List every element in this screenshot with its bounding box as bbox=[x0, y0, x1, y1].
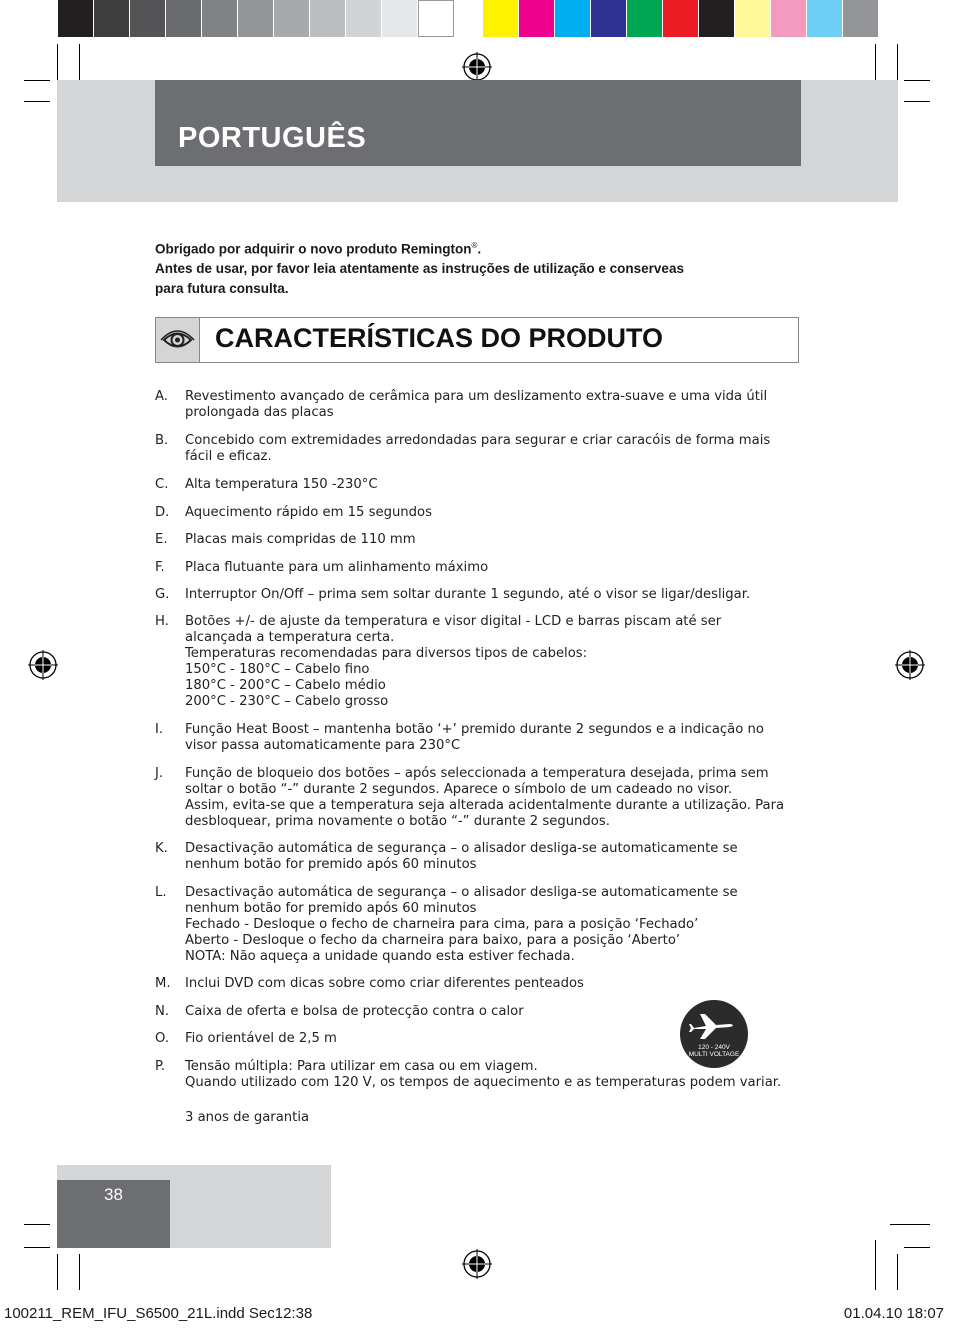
crop-mark bbox=[904, 1247, 930, 1248]
feature-letter: H. bbox=[155, 614, 169, 629]
registration-mark-icon bbox=[895, 650, 925, 680]
voltage-range: 120 - 240V bbox=[698, 1044, 730, 1051]
page-title: PORTUGUÊS bbox=[178, 122, 367, 154]
crop-mark bbox=[79, 1254, 80, 1290]
feature-item bbox=[155, 505, 800, 521]
feature-letter: C. bbox=[155, 477, 169, 492]
feature-text: Função Heat Boost – mantenha botão ‘+’ premido durante 2 segundos e a indicação no visor passa automaticamente para 230°C bbox=[185, 722, 764, 753]
feature-text: Função de bloqueio dos botões – após seleccionada a temperatura desejada, prima sem soltar o botão “-” durante 2 segundos. Aparece o símbolo de um cadeado no visor. Assim, evita-se que a temperatura seja alterada acidentalmente durante a utilização. Para desbloquear, prima novamente o botão “-” durante 2 segundos. bbox=[185, 766, 785, 829]
feature-letter: B. bbox=[155, 433, 169, 448]
gray-swatch bbox=[382, 0, 418, 37]
feature-text: Desactivação automática de segurança – o alisador desliga-se automaticamente se nenhum botão for premido após 60 minutos Fechado - Desloque o fecho de charneira para cima, para a posição ‘Fechado’ Aberto - Desloque o fecho da charneira para baixo, para a posição ‘Aberto’ NOTA: Não aqueça a unidade quando esta estiver fechada. bbox=[185, 885, 738, 964]
intro-text bbox=[155, 236, 795, 298]
feature-item bbox=[155, 841, 800, 873]
feature-item bbox=[155, 766, 800, 830]
feature-text: Tensão múltipla: Para utilizar em casa ou em viagem. Quando utilizado com 120 V, os tempos de aquecimento e as temperaturas podem variar. bbox=[185, 1059, 782, 1090]
process-swatch bbox=[483, 0, 519, 37]
process-swatch bbox=[519, 0, 555, 37]
section-title: CARACTERÍSTICAS DO PRODUTO bbox=[215, 323, 664, 353]
voltage-label: MULTI VOLTAGE bbox=[688, 1051, 740, 1058]
registered-mark: ® bbox=[471, 241, 478, 250]
file-slug: 100211_REM_IFU_S6500_21L.indd Sec12:38 bbox=[4, 1305, 313, 1322]
feature-text: Inclui DVD com dicas sobre como criar diferentes penteados bbox=[185, 976, 584, 991]
gray-swatch bbox=[94, 0, 130, 37]
crop-mark bbox=[875, 1240, 876, 1290]
process-swatch bbox=[843, 0, 879, 37]
feature-item bbox=[155, 389, 800, 421]
section-icon-box bbox=[155, 317, 200, 363]
intro-line-2: Antes de usar, por favor leia atentamente as instruções de utilização e conserveas para futura consulta. bbox=[155, 261, 684, 296]
feature-letter: P. bbox=[155, 1059, 166, 1074]
feature-item bbox=[155, 885, 800, 965]
crop-mark bbox=[79, 44, 80, 80]
feature-text: Interruptor On/Off – prima sem soltar durante 1 segundo, até o visor se ligar/desligar. bbox=[185, 587, 751, 602]
crop-mark bbox=[904, 101, 930, 102]
crop-mark bbox=[24, 101, 50, 102]
registration-mark-icon bbox=[462, 1249, 492, 1279]
date-slug: 01.04.10 18:07 bbox=[843, 1305, 944, 1322]
feature-item bbox=[155, 532, 800, 548]
crop-mark bbox=[875, 44, 876, 80]
feature-letter: K. bbox=[155, 841, 168, 856]
feature-text: Fio orientável de 2,5 m bbox=[185, 1031, 337, 1046]
eye-icon bbox=[156, 318, 199, 362]
gray-swatch bbox=[58, 0, 94, 37]
gray-swatch bbox=[238, 0, 274, 37]
feature-text: Revestimento avançado de cerâmica para um deslizamento extra-suave e uma vida útil prolongada das placas bbox=[185, 389, 768, 420]
feature-item bbox=[155, 477, 800, 493]
gray-swatch bbox=[310, 0, 346, 37]
feature-letter: N. bbox=[155, 1004, 170, 1019]
intro-line-1-end: . bbox=[477, 241, 482, 257]
feature-text: Alta temperatura 150 -230°C bbox=[185, 477, 378, 492]
process-swatch bbox=[771, 0, 807, 37]
feature-text: Caixa de oferta e bolsa de protecção contra o calor bbox=[185, 1004, 524, 1019]
crop-mark bbox=[24, 1247, 50, 1248]
feature-item bbox=[155, 560, 800, 576]
process-swatch bbox=[807, 0, 843, 37]
process-swatch bbox=[663, 0, 699, 37]
grayscale-swatches bbox=[58, 0, 454, 37]
airplane-icon bbox=[680, 1004, 748, 1048]
gray-swatch bbox=[346, 0, 382, 37]
process-swatch bbox=[627, 0, 663, 37]
feature-item bbox=[155, 614, 800, 710]
feature-letter: G. bbox=[155, 587, 170, 602]
feature-text: Concebido com extremidades arredondadas para segurar e criar caracóis de forma mais fácil e eficaz. bbox=[185, 433, 771, 464]
crop-mark bbox=[57, 44, 58, 80]
process-color-swatches bbox=[483, 0, 879, 37]
gray-swatch bbox=[130, 0, 166, 37]
gray-swatch bbox=[202, 0, 238, 37]
crop-mark bbox=[890, 1224, 930, 1225]
intro-line-1: Obrigado por adquirir o novo produto Remington bbox=[155, 241, 472, 257]
multi-voltage-badge bbox=[680, 1000, 748, 1068]
feature-text: Desactivação automática de segurança – o alisador desliga-se automaticamente se nenhum botão for premido após 60 minutos bbox=[185, 841, 738, 872]
gray-swatch bbox=[418, 0, 454, 37]
feature-letter: E. bbox=[155, 532, 168, 547]
feature-text: Placas mais compridas de 110 mm bbox=[185, 532, 416, 547]
crop-mark bbox=[24, 80, 50, 81]
feature-item bbox=[155, 722, 800, 754]
process-swatch bbox=[735, 0, 771, 37]
process-swatch bbox=[699, 0, 735, 37]
page-number: 38 bbox=[104, 1185, 123, 1204]
feature-letter: J. bbox=[155, 766, 164, 781]
feature-text: Botões +/- de ajuste da temperatura e visor digital - LCD e barras piscam até ser alcançada a temperatura certa. Temperaturas recomendadas para diversos tipos de cabelos: 150°C - 180°C – Cabelo fino 180°C - 200°C – Cabelo médio 200°C - 230°C – Cabelo grosso bbox=[185, 614, 722, 709]
feature-letter: L. bbox=[155, 885, 167, 900]
feature-letter: O. bbox=[155, 1031, 170, 1046]
feature-item bbox=[155, 587, 800, 603]
feature-letter: I. bbox=[155, 722, 164, 737]
feature-letter: F. bbox=[155, 560, 165, 575]
warranty-text bbox=[155, 1110, 800, 1126]
registration-mark-icon bbox=[28, 650, 58, 680]
gray-swatch bbox=[274, 0, 310, 37]
registration-mark-icon bbox=[462, 52, 492, 82]
feature-letter: D. bbox=[155, 505, 170, 520]
feature-text: Aquecimento rápido em 15 segundos bbox=[185, 505, 432, 520]
feature-letter: M. bbox=[155, 976, 171, 991]
crop-mark bbox=[904, 80, 930, 81]
feature-item bbox=[155, 976, 800, 992]
process-swatch bbox=[591, 0, 627, 37]
crop-mark bbox=[897, 1254, 898, 1290]
feature-letter: A. bbox=[155, 389, 168, 404]
feature-text: Placa flutuante para um alinhamento máximo bbox=[185, 560, 489, 575]
warranty-label: 3 anos de garantia bbox=[185, 1110, 310, 1125]
crop-mark bbox=[897, 44, 898, 80]
feature-item bbox=[155, 433, 800, 465]
process-swatch bbox=[555, 0, 591, 37]
gray-swatch bbox=[166, 0, 202, 37]
crop-mark bbox=[57, 1254, 58, 1290]
crop-mark bbox=[24, 1224, 50, 1225]
